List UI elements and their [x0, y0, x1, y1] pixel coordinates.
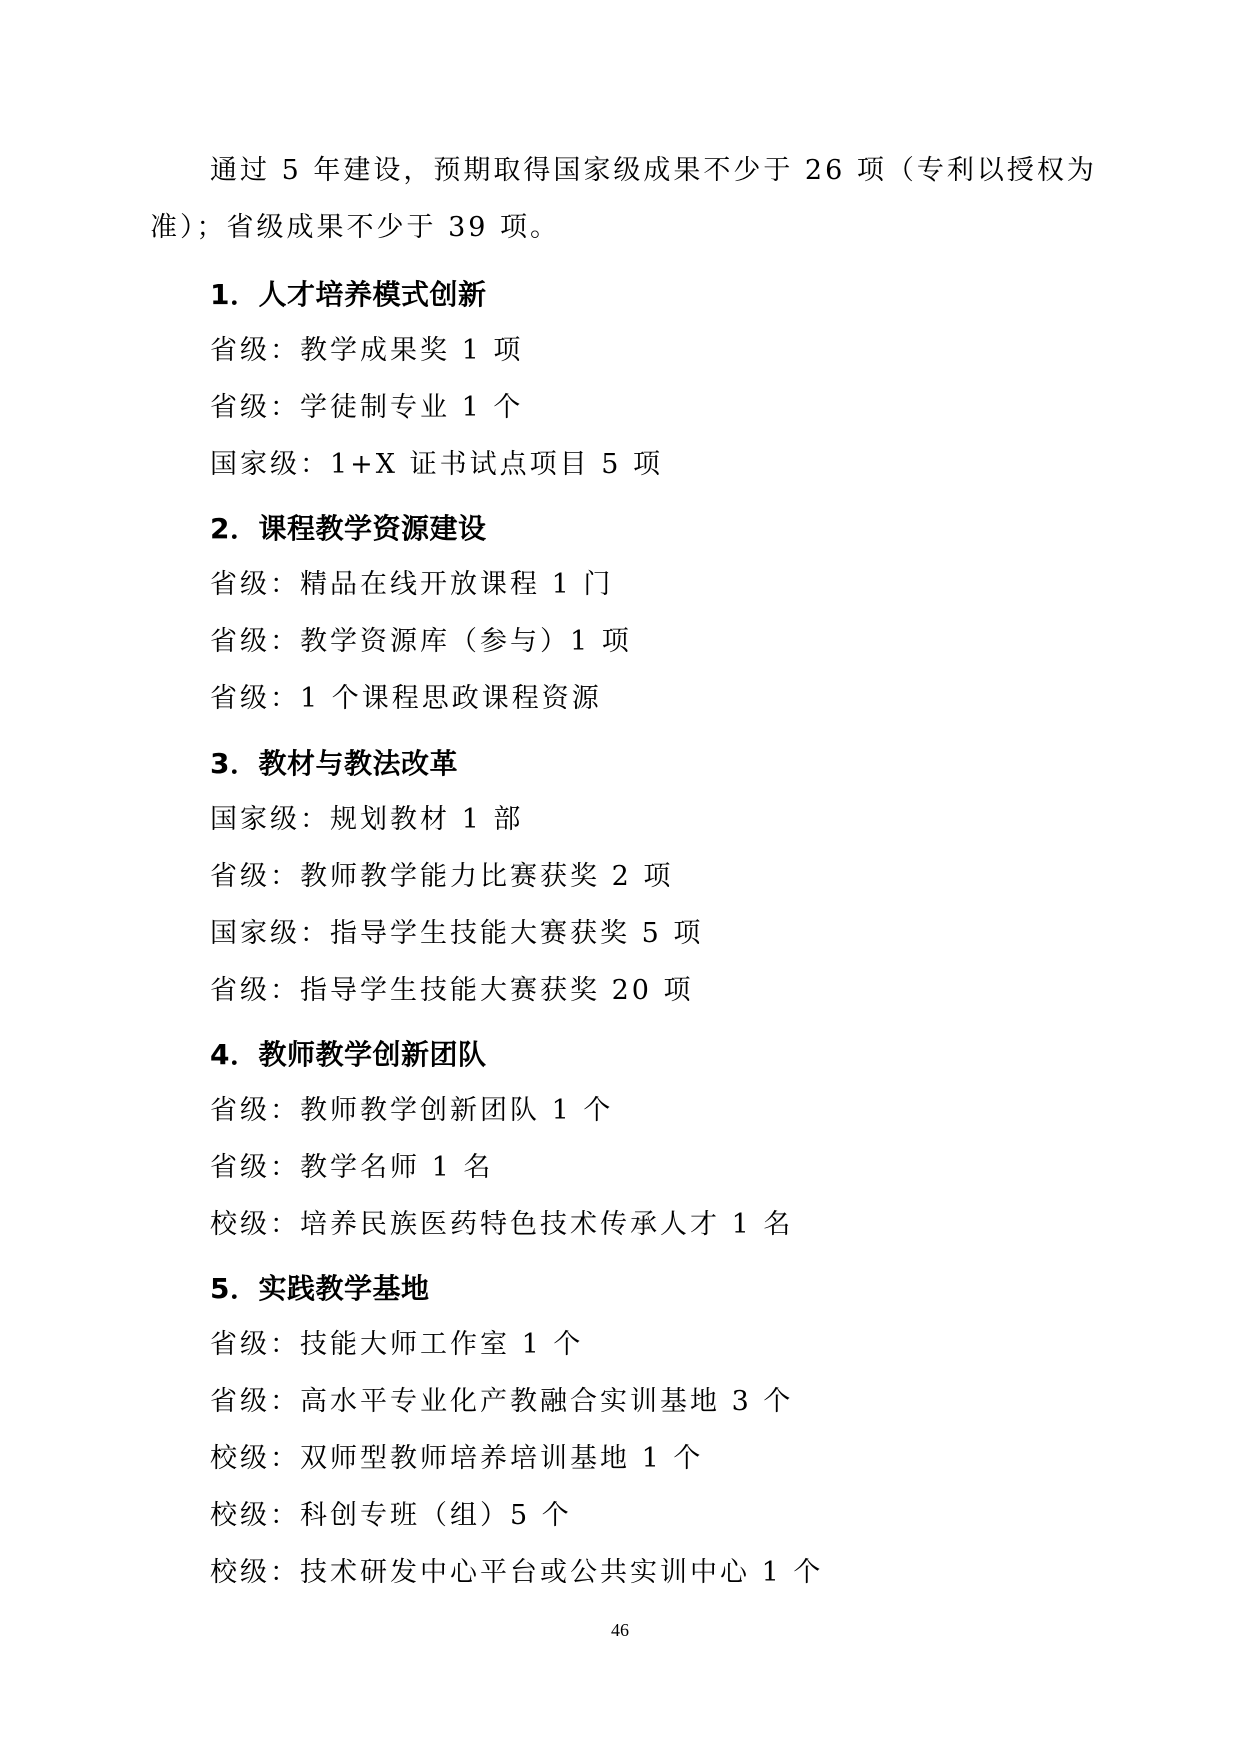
section-title: 3．教材与教法改革	[210, 747, 458, 780]
list-item: 校级：科创专班（组）5 个	[210, 1500, 572, 1531]
list-item: 校级：技术研发中心平台或公共实训中心 1 个	[210, 1557, 824, 1588]
section-textbook-reform	[210, 737, 1110, 1019]
list-item: 省级：教师教学能力比赛获奖 2 项	[210, 861, 674, 892]
list-item: 省级：技能大师工作室 1 个	[210, 1329, 584, 1360]
list-item: 省级：指导学生技能大赛获奖 20 项	[210, 975, 694, 1006]
list-item: 国家级：规划教材 1 部	[210, 804, 524, 835]
intro-paragraph: 通过 5 年建设，预期取得国家级成果不少于 26 项（专利以授权为准）；省级成果不少于 39 项。	[150, 155, 1097, 243]
section-practice-base	[210, 1262, 1110, 1601]
list-item: 校级：培养民族医药特色技术传承人才 1 名	[210, 1209, 794, 1240]
list-item: 省级：1 个课程思政课程资源	[210, 683, 602, 714]
list-item: 省级：教学资源库（参与）1 项	[210, 626, 632, 657]
page-number: 46	[611, 1620, 629, 1640]
list-item: 省级：教学名师 1 名	[210, 1152, 494, 1183]
list-item: 省级：教学成果奖 1 项	[210, 335, 524, 366]
list-item: 省级：高水平专业化产教融合实训基地 3 个	[210, 1386, 794, 1417]
list-item: 校级：双师型教师培养培训基地 1 个	[210, 1443, 704, 1474]
section-teaching-team	[210, 1028, 1110, 1253]
section-title: 2．课程教学资源建设	[210, 512, 487, 545]
section-title: 4．教师教学创新团队	[210, 1038, 487, 1071]
list-item: 省级：精品在线开放课程 1 门	[210, 569, 614, 600]
section-title: 5．实践教学基地	[210, 1272, 430, 1305]
section-talent-training	[210, 268, 1110, 493]
list-item: 省级：学徒制专业 1 个	[210, 392, 524, 423]
section-course-resources	[210, 502, 1110, 727]
section-title: 1．人才培养模式创新	[210, 278, 487, 311]
list-item: 国家级：1+X 证书试点项目 5 项	[210, 449, 663, 480]
list-item: 省级：教师教学创新团队 1 个	[210, 1095, 614, 1126]
list-item: 国家级：指导学生技能大赛获奖 5 项	[210, 918, 704, 949]
